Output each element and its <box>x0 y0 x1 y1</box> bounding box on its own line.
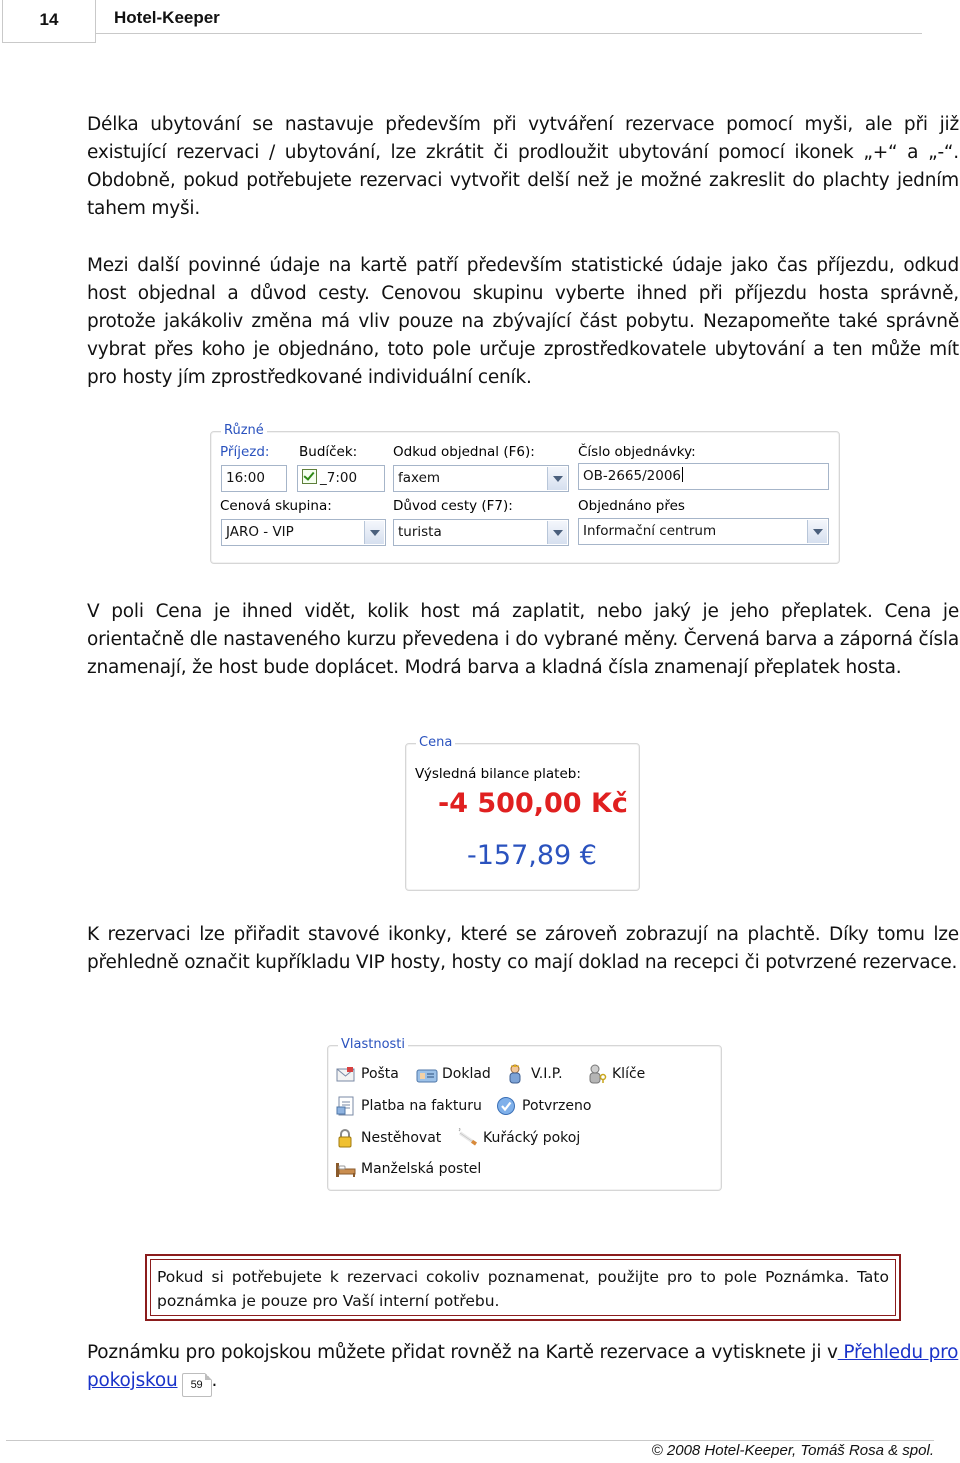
price-group-select[interactable]: JARO - VIP <box>221 519 386 546</box>
footer-rule <box>6 1440 934 1441</box>
order-number-input[interactable]: OB-2665/2006 <box>578 463 829 490</box>
lock-icon <box>335 1128 357 1148</box>
page-header <box>0 0 924 44</box>
housekeeping-overview-link[interactable]: Přehledu pro pokojskou <box>87 1342 959 1391</box>
mail-icon <box>335 1064 357 1084</box>
page-number: 14 <box>2 0 96 43</box>
footer-copyright: © 2008 Hotel-Keeper, Tomáš Rosa & spol. <box>651 1442 934 1459</box>
vlastnosti-group-title: Vlastnosti <box>338 1036 408 1054</box>
balance-label: Výsledná bilance plateb: <box>415 766 581 782</box>
invoice-icon <box>335 1096 357 1116</box>
paragraph-status-icons: K rezervaci lze přiřadit stavové ikonky, které se zároveň zobrazují na plachtě. Díky tomu lze přehledně označit kupříkladu VIP hosty, hosty co mají doklad na recepci či potvrzené rezervace. <box>87 924 959 973</box>
alarm-checkbox[interactable] <box>302 469 317 484</box>
page-title: Hotel-Keeper <box>114 8 220 27</box>
ordered-from-label: Odkud objednal (F6): <box>393 444 535 460</box>
cena-group <box>405 735 640 891</box>
ordered-via-label: Objednáno přes <box>578 498 685 514</box>
chevron-down-icon[interactable] <box>547 521 567 544</box>
amount-eur: -157,89 € <box>467 840 597 871</box>
note-text: Pokud si potřebujete k rezervaci cokoliv poznamenat, použijte pro to pole Poznámka. Tato poznámka je pouze pro Vaší interní potřebu. <box>157 1268 889 1310</box>
order-number-label: Číslo objednávky: <box>578 444 696 460</box>
alarm-input[interactable]: _7:00 <box>297 465 385 492</box>
chevron-down-icon[interactable] <box>807 520 827 543</box>
chevron-down-icon[interactable] <box>547 467 567 490</box>
paragraph-stay-length: Délka ubytování se nastavuje především při vytváření rezervace pomocí myši, ale při již existující rezervaci / ubytování, lze zkrátit či prodloužit ubytování pomocí ikonek „+“ a „-“. Obdobně, pokud potřebujete rezervaci vytvořit delší než je možné zakreslit do plachty jedním tahem myši. <box>87 114 959 219</box>
text-cursor <box>682 467 683 482</box>
cena-group-title: Cena <box>416 734 455 752</box>
chevron-down-icon[interactable] <box>364 521 384 544</box>
key-person-icon <box>586 1064 608 1084</box>
ordered-from-select[interactable]: faxem <box>393 465 569 492</box>
amount-czk: -4 500,00 Kč <box>438 788 628 819</box>
vip-person-icon <box>505 1064 527 1084</box>
arrival-label: Příjezd: <box>220 444 270 460</box>
ruzne-group <box>210 423 840 564</box>
paragraph-housekeeping: Poznámku pro pokojskou můžete přidat rovněž na Kartě rezervace a vytisknete ji v Přehledu pro pokojskou 59 . <box>87 1339 959 1397</box>
id-card-icon <box>416 1064 438 1084</box>
arrival-input[interactable]: 16:00 <box>221 465 287 492</box>
paragraph-required-data: Mezi další povinné údaje na kartě patří především statistické údaje jako čas příjezdu, odkud host objednal a důvod cesty. Cenovou skupinu vyberte ihned při příjezdu hosta správně, protože jakákoliv změna má vliv pouze na zbývající část pobytu. Nezapomeňte také správně vybrat přes koho je objednáno, toto pole určuje zprostředkovatele ubytování a ten může mít pro hosty jím zprostředkované individuální ceník. <box>87 255 959 388</box>
vlastnosti-group: Vlastnosti Pošta Doklad V.I.P. Klíče Platba na fakturu Potvrzeno Nestěhovat Kuřácký pokoj Manželská postel <box>327 1045 722 1191</box>
note-box <box>145 1254 901 1321</box>
trip-reason-select[interactable]: turista <box>393 519 569 546</box>
page-reference[interactable]: 59 <box>182 1373 212 1397</box>
ordered-via-select[interactable]: Informační centrum <box>578 518 829 545</box>
bed-icon <box>335 1159 357 1179</box>
header-rule <box>96 33 922 34</box>
cigarette-icon <box>457 1128 479 1148</box>
confirmed-icon <box>496 1096 518 1116</box>
ruzne-group-title: Různé <box>221 422 267 440</box>
alarm-label: Budíček: <box>299 444 358 460</box>
price-group-label: Cenová skupina: <box>220 498 332 514</box>
paragraph-price: V poli Cena je ihned vidět, kolik host má zaplatit, nebo jaký je jeho přeplatek. Cena je orientačně dle nastaveného kurzu převedena i do vybrané měny. Červená barva a záporná čísla znamenají, že host bude doplácet. Modrá barva a kladná čísla znamenají přeplatek hosta. <box>87 601 959 678</box>
trip-reason-label: Důvod cesty (F7): <box>393 498 513 514</box>
